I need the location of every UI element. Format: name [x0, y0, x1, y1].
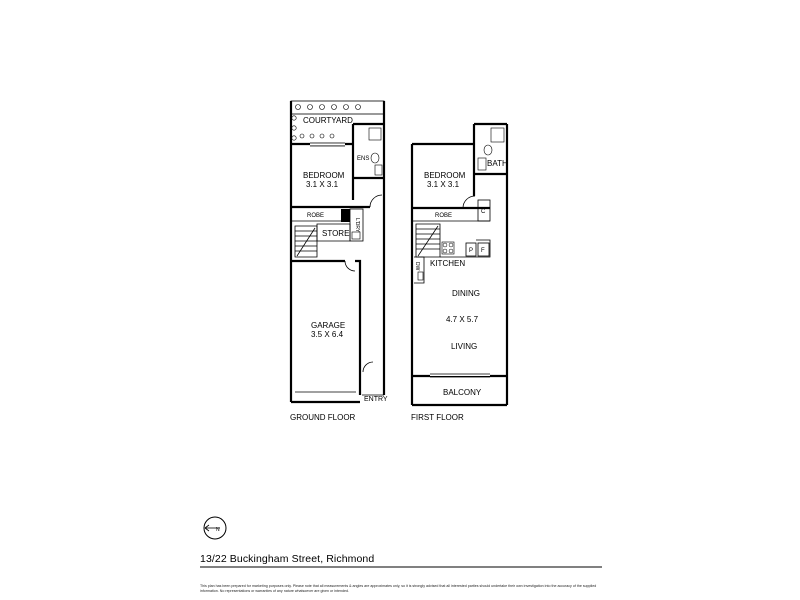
wall-column — [341, 209, 350, 222]
first-floor-caption: FIRST FLOOR — [411, 413, 464, 422]
label-dining: DINING — [452, 289, 480, 298]
label-pantry: P — [469, 248, 474, 254]
label-garage-size: 3.5 X 6.4 — [311, 330, 344, 339]
label-dishwasher: DW — [414, 262, 420, 271]
label-first-bedroom-size: 3.1 X 3.1 — [427, 180, 460, 189]
compass-north-label: N — [216, 527, 220, 533]
basin-fixture — [375, 165, 382, 175]
ground-floor-caption: GROUND FLOOR — [290, 413, 356, 422]
bath-shower — [491, 128, 504, 142]
label-first-robe: ROBE — [435, 213, 453, 219]
label-ldry: L'DRY — [354, 218, 360, 233]
label-living-size: 4.7 X 5.7 — [446, 315, 479, 324]
ground-stairs — [295, 226, 317, 257]
shower-fixture — [369, 128, 381, 140]
first-floor-plan — [411, 124, 508, 422]
toilet-fixture — [371, 153, 379, 163]
label-first-bedroom: BEDROOM — [424, 171, 466, 180]
label-balcony: BALCONY — [443, 388, 482, 397]
label-bath: BATH — [487, 159, 508, 168]
label-ground-bedroom-size: 3.1 X 3.1 — [306, 180, 339, 189]
compass-icon — [204, 517, 226, 539]
label-garage: GARAGE — [311, 321, 346, 330]
sink — [418, 272, 423, 280]
label-cupboard: C — [481, 209, 486, 215]
entry-door-swing — [363, 362, 373, 372]
bedroom-door-swing — [370, 195, 382, 207]
cooktop — [442, 242, 454, 254]
disclaimer-text: This plan has been prepared for marketing purposes only. Please note that all measurements & angles are approximates only, so it is strongly advised that all interested parties should undertake their own investigation into the accuracy of the supplied information. No representations or warranties of any nature whatsoever are given or intended. — [200, 584, 597, 593]
first-bedroom-door-swing — [463, 196, 475, 208]
label-fridge: F — [481, 248, 485, 254]
label-courtyard: COURTYARD — [303, 116, 353, 125]
label-kitchen: KITCHEN — [430, 259, 466, 268]
label-store: STORE — [322, 229, 350, 238]
label-ens: ENS — [357, 156, 370, 162]
label-ground-bedroom: BEDROOM — [303, 171, 345, 180]
garden-bed — [291, 101, 384, 114]
label-ground-robe: ROBE — [307, 213, 325, 219]
label-entry: ENTRY — [364, 396, 388, 403]
bath-basin — [478, 158, 486, 170]
bath-toilet — [484, 145, 492, 155]
garage-door-swing — [345, 261, 355, 271]
entry-wall — [355, 261, 360, 395]
property-address: 13/22 Buckingham Street, Richmond — [200, 553, 375, 565]
first-stairs — [416, 224, 440, 257]
ground-floor-plan — [290, 101, 388, 422]
laundry-tub — [352, 232, 360, 239]
label-living: LIVING — [451, 342, 478, 351]
